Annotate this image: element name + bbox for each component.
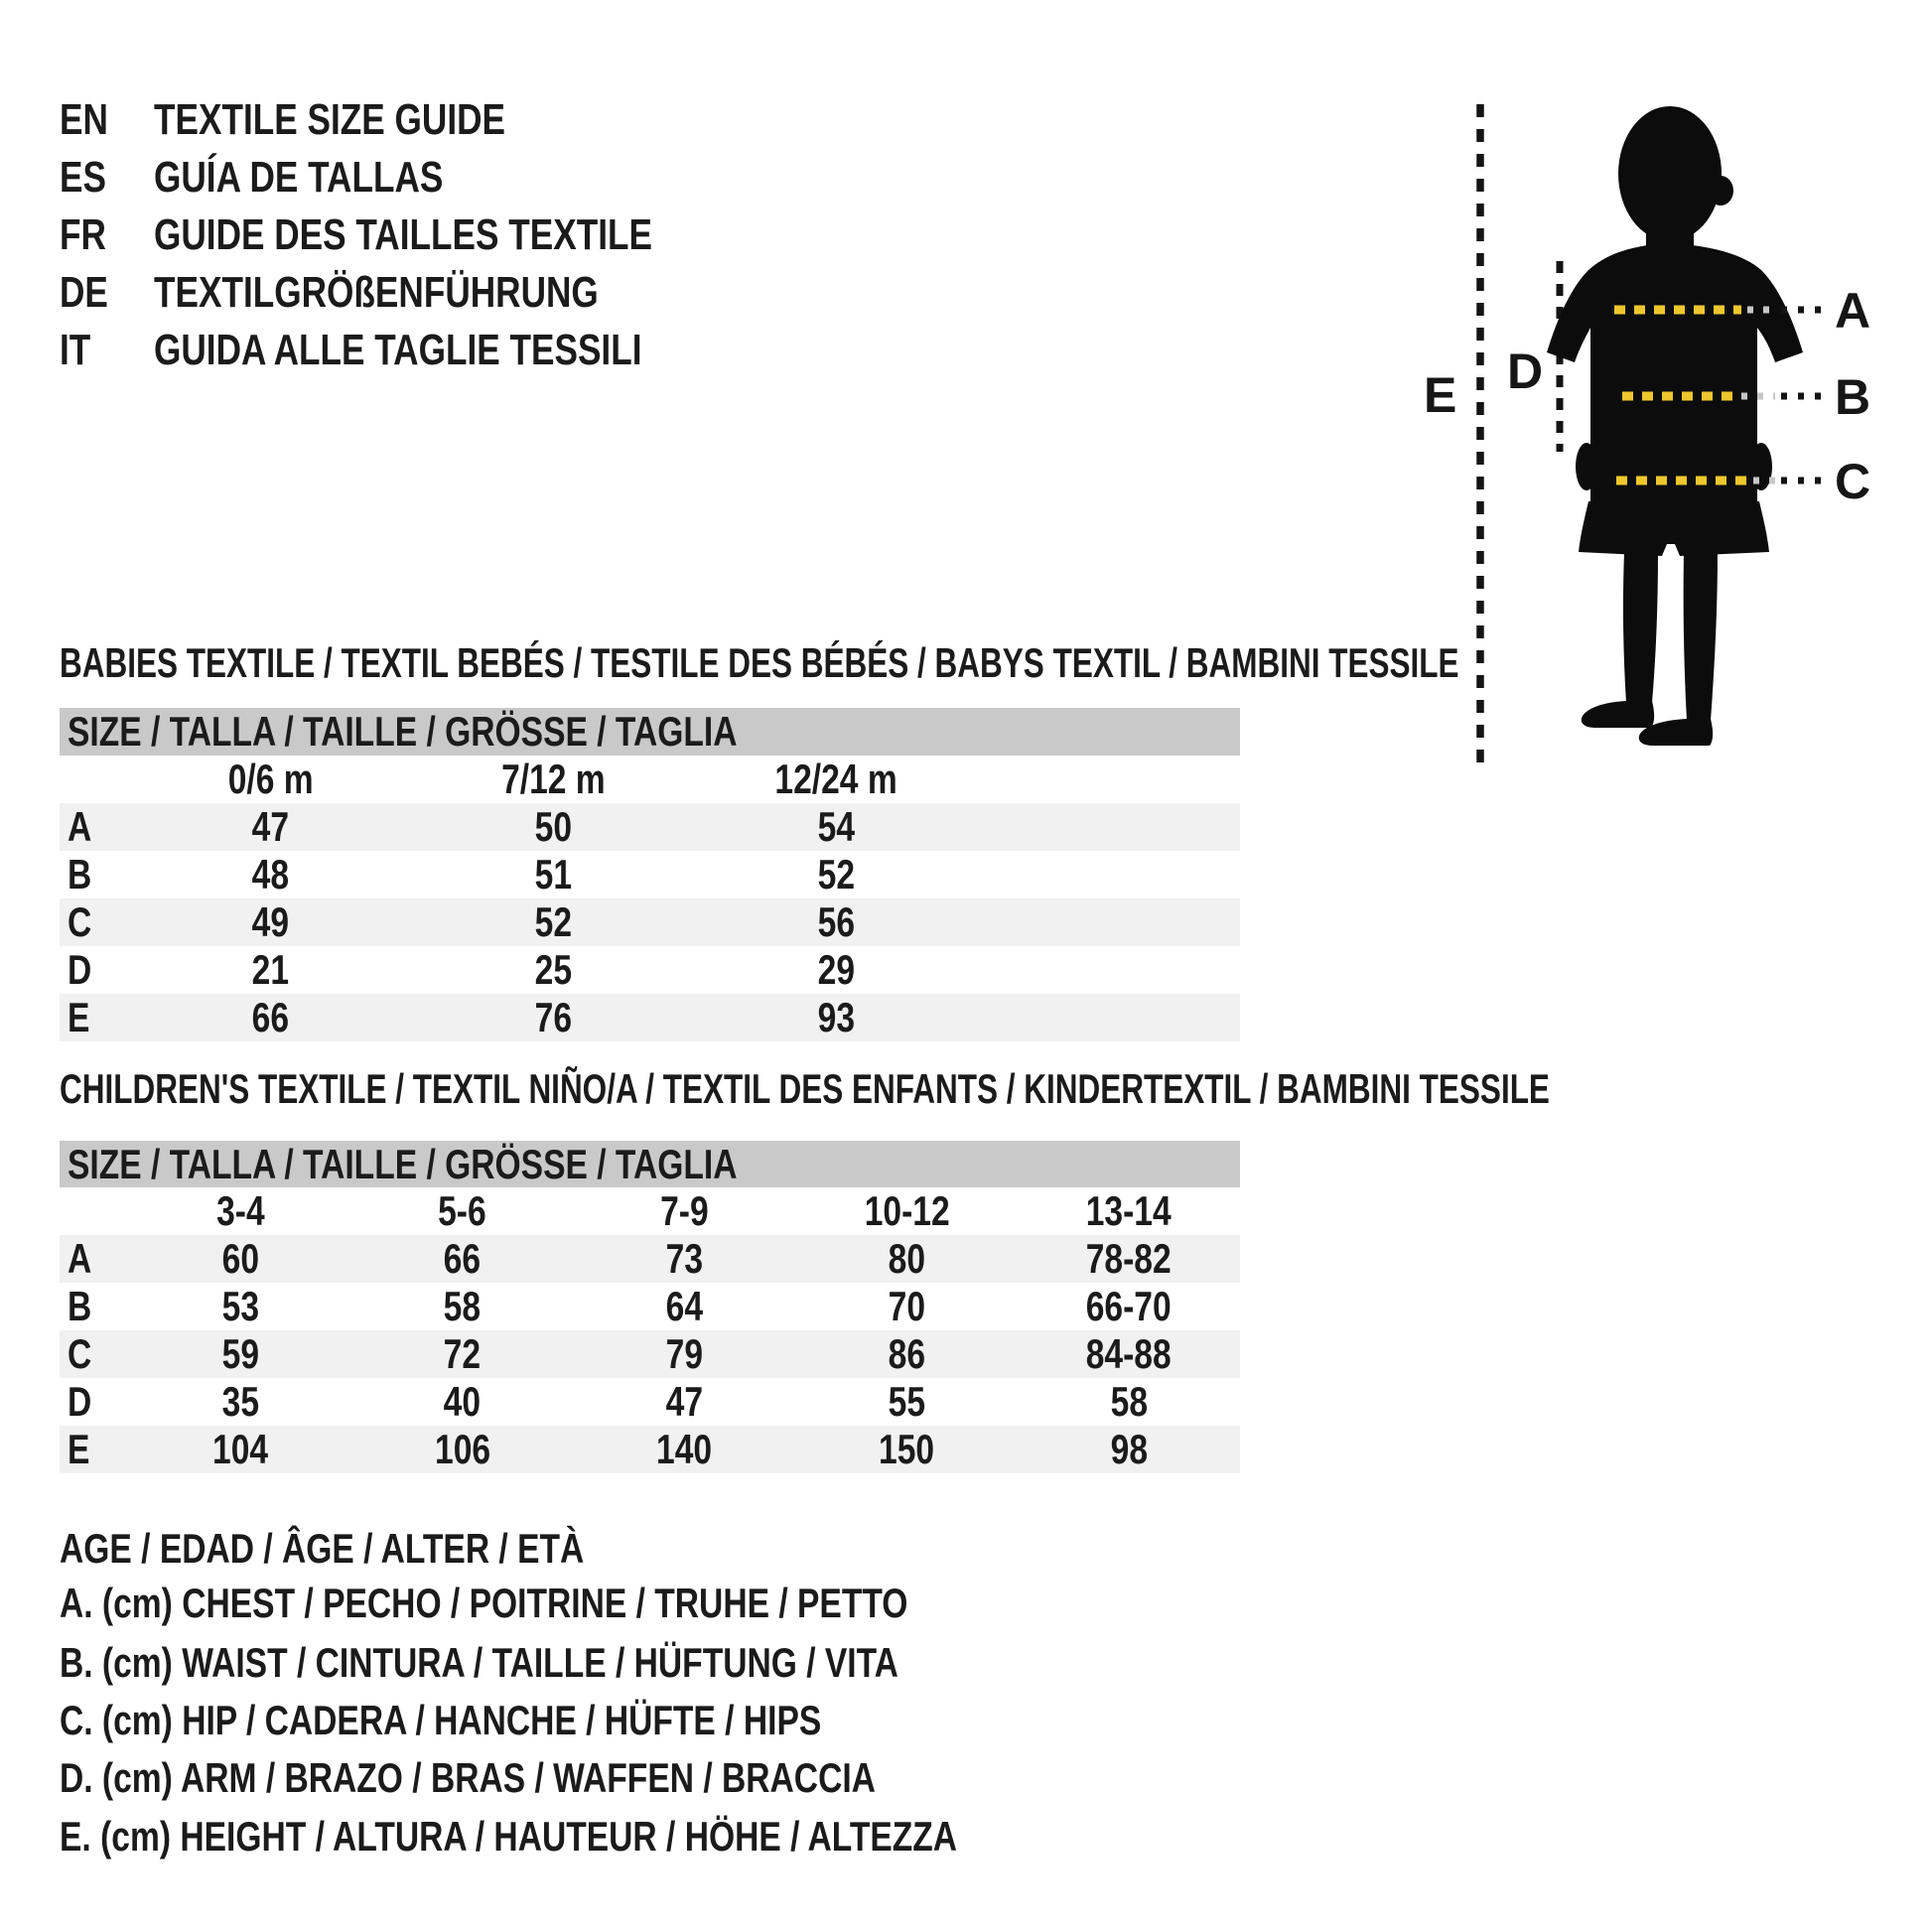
children-col-1: 5-6 [438, 1187, 486, 1234]
legend-item-hip: C. (cm) HIP / CADERA / HANCHE / HÜFTE / HIPS [60, 1697, 822, 1743]
babies-size-bar: SIZE / TALLA / TAILLE / GRÖSSE / TAGLIA [60, 708, 1240, 756]
children-size-table [60, 1187, 1240, 1473]
row-label: D [68, 1378, 92, 1425]
legend-item-waist: B. (cm) WAIST / CINTURA / TAILLE / HÜFTUNG / VITA [60, 1639, 898, 1686]
legend-item-height: E. (cm) HEIGHT / ALTURA / HAUTEUR / HÖHE / ALTEZZA [60, 1813, 958, 1860]
lang-title-es: GUÍA DE TALLAS [154, 153, 444, 202]
children-section-heading: CHILDREN'S TEXTILE / TEXTIL NIÑO/A / TEXTIL DES ENFANTS / KINDERTEXTIL / BAMBINI TESSILE [60, 1065, 1550, 1112]
table-row: A 60 66 73 80 78-82 [60, 1235, 1240, 1283]
babies-col-1: 7/12 m [501, 756, 606, 802]
diagram-label-b: B [1835, 369, 1871, 425]
diagram-label-a: A [1835, 283, 1871, 339]
silhouette-shoe-left [1582, 701, 1654, 728]
lang-title-en: TEXTILE SIZE GUIDE [154, 95, 505, 144]
lang-title-it: GUIDA ALLE TAGLIE TESSILI [154, 326, 642, 374]
table-row: C 49 52 56 [60, 898, 1240, 946]
table-row: E 104 106 140 150 98 [60, 1426, 1240, 1473]
lang-code-en: EN [60, 95, 108, 144]
lang-title-de: TEXTILGRÖßENFÜHRUNG [154, 268, 599, 317]
language-header [60, 91, 776, 379]
lang-row-it [60, 322, 776, 379]
table-row: D 35 40 47 55 58 [68, 1378, 1148, 1425]
children-col-0: 3-4 [215, 1187, 265, 1234]
lang-row-de [60, 264, 776, 322]
row-label: D [68, 946, 92, 993]
legend-item-chest: A. (cm) CHEST / PECHO / POITRINE / TRUHE / PETTO [60, 1580, 908, 1626]
table-row: B 53 58 64 70 66-70 [68, 1283, 1173, 1329]
lang-code-de: DE [60, 268, 108, 317]
silhouette-leg-right [1684, 552, 1718, 721]
row-label: A [68, 803, 92, 850]
table-row: D 21 25 29 [68, 946, 856, 993]
lang-code-it: IT [60, 326, 91, 374]
row-label: B [68, 1283, 92, 1329]
row-label: A [68, 1235, 92, 1282]
lang-row-en [60, 91, 776, 149]
measurement-diagram [1420, 60, 1932, 814]
lang-row-fr [60, 207, 776, 264]
legend-item-arm: D. (cm) ARM / BRAZO / BRAS / WAFFEN / BRACCIA [60, 1754, 876, 1801]
lang-code-es: ES [60, 153, 106, 202]
table-row: B 48 51 52 [68, 851, 856, 897]
diagram-label-d: D [1507, 344, 1544, 399]
diagram-label-c: C [1835, 454, 1871, 509]
row-label: B [68, 851, 92, 897]
row-label: E [68, 1426, 90, 1472]
babies-section-heading: BABIES TEXTILE / TEXTIL BEBÉS / TESTILE DES BÉBÉS / BABYS TEXTIL / BAMBINI TESSILE [60, 639, 1459, 686]
legend-age-line: AGE / EDAD / ÂGE / ALTER / ETÀ [60, 1525, 585, 1572]
silhouette-hand-left [1576, 443, 1597, 490]
lang-title-fr: GUIDE DES TAILLES TEXTILE [154, 210, 652, 259]
row-label: C [68, 898, 92, 945]
babies-col-2: 12/24 m [774, 756, 898, 802]
lang-code-fr: FR [60, 210, 106, 259]
children-col-2: 7-9 [660, 1187, 709, 1234]
children-size-bar: SIZE / TALLA / TAILLE / GRÖSSE / TAGLIA [60, 1141, 1240, 1187]
children-col-4: 13-14 [1086, 1187, 1173, 1234]
silhouette-ear [1708, 176, 1733, 206]
babies-size-table [60, 756, 1240, 1041]
table-row: A 47 50 54 [60, 803, 1240, 851]
lang-row-es [60, 149, 776, 207]
babies-column-header-row [60, 756, 1240, 803]
table-row: C 59 72 79 86 84-88 [60, 1330, 1240, 1378]
diagram-label-e: E [1424, 367, 1457, 423]
row-label: E [68, 994, 90, 1040]
row-label: C [68, 1330, 92, 1377]
children-column-header-row [60, 1187, 1240, 1235]
table-row: E 66 76 93 [60, 994, 1240, 1041]
silhouette-shorts [1579, 501, 1769, 556]
babies-col-0: 0/6 m [227, 756, 314, 802]
children-col-3: 10-12 [864, 1187, 950, 1234]
